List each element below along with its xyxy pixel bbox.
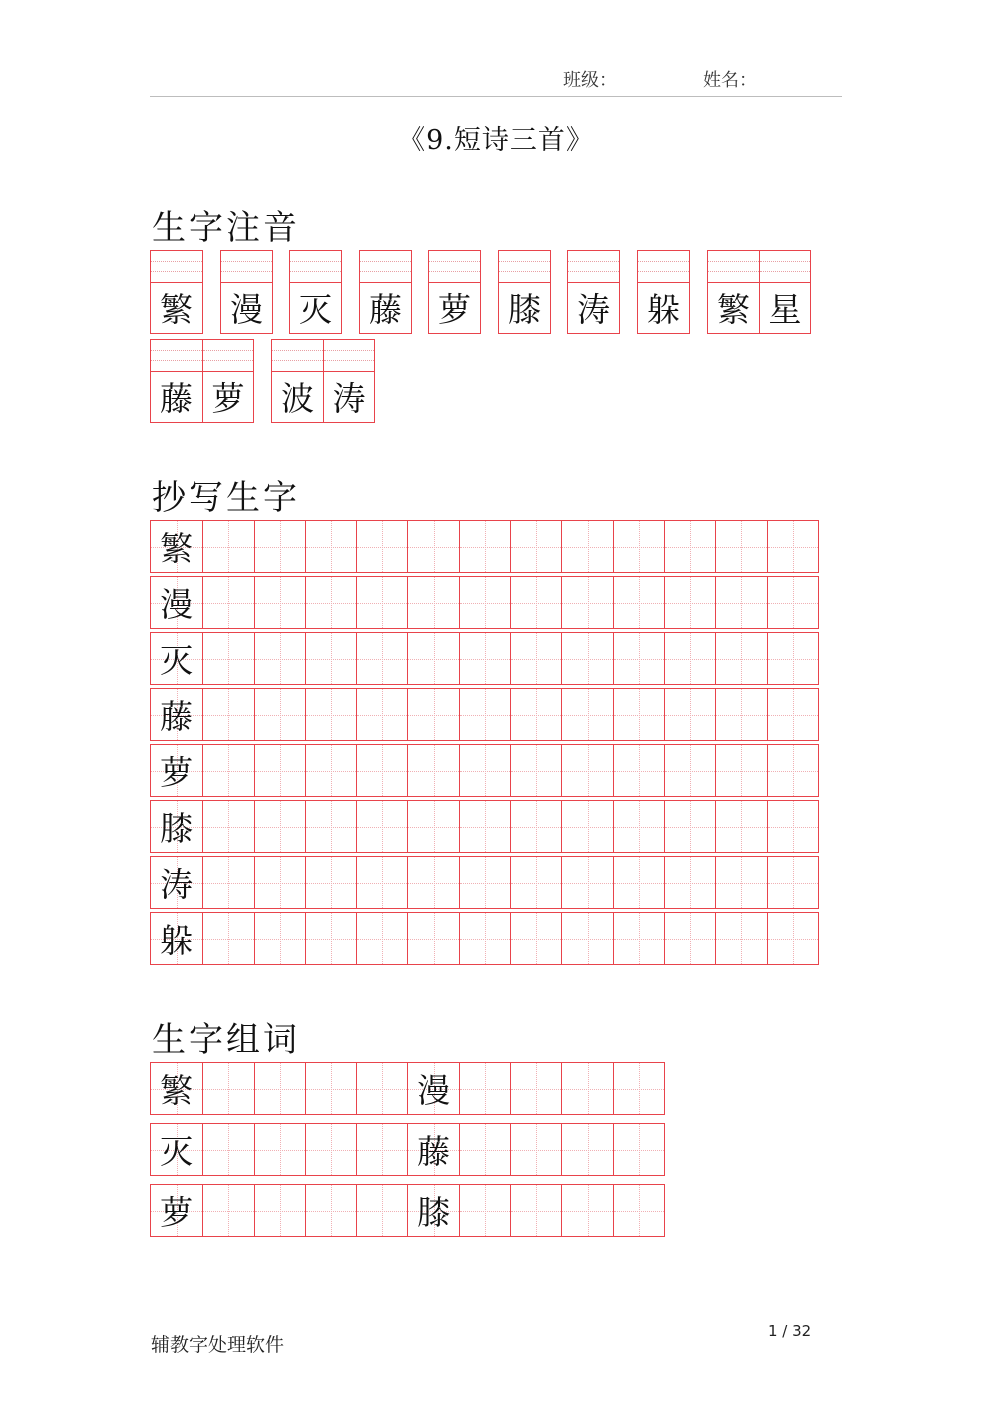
writing-cell[interactable]	[459, 745, 510, 796]
pinyin-cell	[202, 340, 253, 422]
writing-cell[interactable]	[561, 801, 612, 852]
writing-cell[interactable]	[202, 1124, 253, 1175]
writing-cell[interactable]	[202, 745, 253, 796]
writing-cell[interactable]	[767, 801, 818, 852]
writing-cell[interactable]	[202, 801, 253, 852]
writing-cell[interactable]	[254, 801, 305, 852]
writing-cell[interactable]	[459, 689, 510, 740]
section-title-words: 生字组词	[152, 1020, 300, 1060]
writing-cell[interactable]	[510, 913, 561, 964]
writing-cell[interactable]	[202, 857, 253, 908]
pinyin-cell	[290, 251, 341, 333]
writing-cell[interactable]	[613, 801, 664, 852]
writing-cell[interactable]	[510, 745, 561, 796]
writing-cell[interactable]	[254, 577, 305, 628]
writing-cell[interactable]	[407, 689, 458, 740]
writing-cell[interactable]	[356, 1124, 407, 1175]
pinyin-box[interactable]	[220, 250, 273, 334]
model-char-cell	[151, 521, 202, 572]
writing-cell[interactable]	[254, 913, 305, 964]
copy-practice-row	[150, 912, 819, 965]
model-char: 漫	[160, 585, 194, 624]
copy-practice-row	[150, 800, 819, 853]
writing-cell[interactable]	[613, 857, 664, 908]
writing-cell[interactable]	[356, 689, 407, 740]
pinyin-char: 灭	[299, 290, 332, 329]
name-label: 姓名：	[703, 70, 757, 91]
model-char-cell	[151, 745, 202, 796]
writing-cell[interactable]	[407, 745, 458, 796]
model-char-cell	[151, 689, 202, 740]
writing-cell[interactable]	[510, 801, 561, 852]
header-divider	[150, 96, 842, 97]
writing-cell[interactable]	[202, 689, 253, 740]
word-practice-row	[150, 1062, 665, 1115]
model-char: 灭	[160, 641, 194, 680]
writing-cell[interactable]	[305, 633, 356, 684]
writing-cell[interactable]	[510, 1063, 561, 1114]
writing-cell[interactable]	[459, 1124, 510, 1175]
writing-cell[interactable]	[561, 577, 612, 628]
model-char: 灭	[160, 1132, 194, 1171]
writing-cell[interactable]	[356, 577, 407, 628]
pinyin-cell	[568, 251, 619, 333]
writing-cell[interactable]	[561, 857, 612, 908]
writing-cell[interactable]	[305, 577, 356, 628]
writing-cell[interactable]	[767, 857, 818, 908]
pinyin-char: 星	[768, 290, 802, 329]
pinyin-char: 膝	[508, 290, 541, 329]
writing-cell[interactable]	[715, 689, 766, 740]
writing-cell[interactable]	[613, 745, 664, 796]
writing-cell[interactable]	[305, 801, 356, 852]
writing-cell[interactable]	[510, 1124, 561, 1175]
copy-practice-row	[150, 576, 819, 629]
writing-cell[interactable]	[664, 913, 715, 964]
writing-cell[interactable]	[715, 633, 766, 684]
writing-cell[interactable]	[254, 689, 305, 740]
writing-cell[interactable]	[561, 1063, 612, 1114]
pinyin-cell	[221, 251, 272, 333]
writing-cell[interactable]	[356, 521, 407, 572]
pinyin-char: 漫	[230, 290, 263, 329]
pinyin-writing-area[interactable]	[290, 251, 341, 283]
writing-cell[interactable]	[407, 913, 458, 964]
pinyin-writing-area[interactable]	[360, 251, 411, 283]
model-char: 繁	[160, 529, 194, 568]
writing-cell[interactable]	[715, 857, 766, 908]
pinyin-writing-area[interactable]	[272, 340, 323, 372]
writing-cell[interactable]	[202, 913, 253, 964]
writing-cell[interactable]	[767, 913, 818, 964]
pinyin-writing-area[interactable]	[568, 251, 619, 283]
pinyin-writing-area[interactable]	[151, 340, 202, 372]
writing-cell[interactable]	[407, 521, 458, 572]
writing-cell[interactable]	[356, 913, 407, 964]
writing-cell[interactable]	[407, 801, 458, 852]
writing-cell[interactable]	[664, 633, 715, 684]
writing-cell[interactable]	[459, 633, 510, 684]
writing-cell[interactable]	[305, 1124, 356, 1175]
model-char-cell	[151, 1185, 202, 1236]
writing-cell[interactable]	[613, 1063, 664, 1114]
writing-cell[interactable]	[715, 745, 766, 796]
copy-practice-row	[150, 632, 819, 685]
model-char-cell	[151, 633, 202, 684]
writing-cell[interactable]	[613, 913, 664, 964]
model-char-cell	[151, 857, 202, 908]
copy-practice-row	[150, 688, 819, 741]
writing-cell[interactable]	[305, 521, 356, 572]
writing-cell[interactable]	[767, 521, 818, 572]
pinyin-char: 繁	[160, 290, 193, 329]
writing-cell[interactable]	[510, 521, 561, 572]
pinyin-box[interactable]	[707, 250, 811, 334]
writing-cell[interactable]	[356, 633, 407, 684]
model-char-cell	[151, 1063, 202, 1114]
writing-cell[interactable]	[356, 1063, 407, 1114]
writing-cell[interactable]	[202, 1185, 253, 1236]
writing-cell[interactable]	[459, 801, 510, 852]
writing-cell[interactable]	[254, 1063, 305, 1114]
writing-cell[interactable]	[510, 577, 561, 628]
model-char: 涛	[160, 865, 194, 904]
pinyin-cell	[272, 340, 323, 422]
writing-cell[interactable]	[613, 521, 664, 572]
writing-cell[interactable]	[202, 521, 253, 572]
pinyin-cell	[360, 251, 411, 333]
pinyin-cell	[708, 251, 759, 333]
footer-software-name: 辅教字处理软件	[151, 1334, 285, 1356]
writing-cell[interactable]	[613, 689, 664, 740]
page-title: 《9.短诗三首》	[398, 125, 594, 156]
section-title-copy: 抄写生字	[152, 478, 300, 518]
writing-cell[interactable]	[305, 745, 356, 796]
pinyin-writing-area[interactable]	[499, 251, 550, 283]
writing-cell[interactable]	[767, 689, 818, 740]
writing-cell[interactable]	[459, 577, 510, 628]
writing-cell[interactable]	[664, 689, 715, 740]
pinyin-char: 萝	[211, 379, 245, 418]
model-char-cell	[407, 1063, 458, 1114]
writing-cell[interactable]	[613, 577, 664, 628]
writing-cell[interactable]	[767, 633, 818, 684]
writing-cell[interactable]	[254, 1185, 305, 1236]
model-char: 藤	[160, 697, 194, 736]
writing-cell[interactable]	[510, 633, 561, 684]
copy-practice-row	[150, 744, 819, 797]
writing-cell[interactable]	[356, 801, 407, 852]
writing-cell[interactable]	[459, 521, 510, 572]
writing-cell[interactable]	[767, 745, 818, 796]
pinyin-box[interactable]	[271, 339, 375, 423]
writing-cell[interactable]	[356, 857, 407, 908]
writing-cell[interactable]	[407, 633, 458, 684]
pinyin-writing-area[interactable]	[324, 340, 374, 372]
writing-cell[interactable]	[510, 857, 561, 908]
writing-cell[interactable]	[305, 913, 356, 964]
writing-cell[interactable]	[510, 689, 561, 740]
writing-cell[interactable]	[664, 801, 715, 852]
pinyin-cell	[151, 340, 202, 422]
page-number: 1 / 32	[768, 1322, 812, 1340]
model-char: 繁	[160, 1071, 194, 1110]
pinyin-cell	[759, 251, 810, 333]
writing-cell[interactable]	[254, 857, 305, 908]
writing-cell[interactable]	[356, 745, 407, 796]
writing-cell[interactable]	[202, 633, 253, 684]
copy-practice-row	[150, 856, 819, 909]
model-char: 漫	[417, 1071, 451, 1110]
pinyin-box[interactable]	[150, 250, 203, 334]
pinyin-cell	[638, 251, 689, 333]
pinyin-char: 躲	[647, 290, 680, 329]
writing-cell[interactable]	[664, 521, 715, 572]
model-char-cell	[151, 913, 202, 964]
writing-cell[interactable]	[305, 689, 356, 740]
writing-cell[interactable]	[613, 1124, 664, 1175]
writing-cell[interactable]	[715, 577, 766, 628]
pinyin-writing-area[interactable]	[638, 251, 689, 283]
writing-cell[interactable]	[664, 745, 715, 796]
writing-cell[interactable]	[356, 1185, 407, 1236]
writing-cell[interactable]	[561, 1124, 612, 1175]
writing-cell[interactable]	[459, 1063, 510, 1114]
pinyin-char: 萝	[438, 290, 471, 329]
model-char-cell	[151, 801, 202, 852]
pinyin-box[interactable]	[637, 250, 690, 334]
writing-cell[interactable]	[305, 1063, 356, 1114]
pinyin-writing-area[interactable]	[429, 251, 480, 283]
pinyin-box[interactable]	[428, 250, 481, 334]
pinyin-cell	[323, 340, 374, 422]
pinyin-cell	[429, 251, 480, 333]
writing-cell[interactable]	[254, 745, 305, 796]
pinyin-writing-area[interactable]	[151, 251, 202, 283]
pinyin-char: 繁	[717, 290, 750, 329]
pinyin-char: 藤	[160, 379, 193, 418]
writing-cell[interactable]	[459, 857, 510, 908]
pinyin-box[interactable]	[289, 250, 342, 334]
writing-cell[interactable]	[561, 521, 612, 572]
model-char: 藤	[417, 1132, 451, 1171]
writing-cell[interactable]	[613, 1185, 664, 1236]
pinyin-writing-area[interactable]	[221, 251, 272, 283]
writing-cell[interactable]	[254, 1124, 305, 1175]
writing-cell[interactable]	[561, 745, 612, 796]
section-title-pinyin: 生字注音	[152, 208, 300, 248]
writing-cell[interactable]	[767, 577, 818, 628]
writing-cell[interactable]	[664, 857, 715, 908]
writing-cell[interactable]	[561, 913, 612, 964]
writing-cell[interactable]	[561, 1185, 612, 1236]
model-char-cell	[151, 577, 202, 628]
model-char-cell	[407, 1124, 458, 1175]
model-char: 膝	[160, 809, 194, 848]
word-practice-row	[150, 1123, 665, 1176]
writing-cell[interactable]	[305, 857, 356, 908]
pinyin-char: 波	[281, 379, 314, 418]
writing-cell[interactable]	[459, 1185, 510, 1236]
pinyin-char: 藤	[369, 290, 402, 329]
pinyin-box[interactable]	[498, 250, 551, 334]
pinyin-cell	[151, 251, 202, 333]
pinyin-cell	[499, 251, 550, 333]
model-char: 躲	[160, 921, 194, 960]
writing-cell[interactable]	[254, 633, 305, 684]
pinyin-writing-area[interactable]	[708, 251, 759, 283]
pinyin-writing-area[interactable]	[760, 251, 810, 283]
writing-cell[interactable]	[407, 577, 458, 628]
model-char: 萝	[160, 753, 194, 792]
pinyin-box[interactable]	[359, 250, 412, 334]
word-practice-row	[150, 1184, 665, 1237]
pinyin-char: 涛	[332, 379, 366, 418]
pinyin-box[interactable]	[567, 250, 620, 334]
copy-practice-row	[150, 520, 819, 573]
writing-cell[interactable]	[715, 521, 766, 572]
writing-cell[interactable]	[715, 913, 766, 964]
writing-cell[interactable]	[254, 521, 305, 572]
writing-cell[interactable]	[715, 801, 766, 852]
pinyin-box[interactable]	[150, 339, 254, 423]
model-char-cell	[151, 1124, 202, 1175]
writing-cell[interactable]	[510, 1185, 561, 1236]
writing-cell[interactable]	[202, 577, 253, 628]
pinyin-char: 涛	[577, 290, 610, 329]
writing-cell[interactable]	[664, 577, 715, 628]
writing-cell[interactable]	[459, 913, 510, 964]
writing-cell[interactable]	[407, 857, 458, 908]
model-char: 萝	[160, 1193, 194, 1232]
writing-cell[interactable]	[613, 633, 664, 684]
class-label: 班级：	[563, 70, 617, 91]
writing-cell[interactable]	[561, 633, 612, 684]
model-char: 膝	[417, 1193, 451, 1232]
model-char-cell	[407, 1185, 458, 1236]
pinyin-writing-area[interactable]	[203, 340, 253, 372]
writing-cell[interactable]	[561, 689, 612, 740]
writing-cell[interactable]	[202, 1063, 253, 1114]
writing-cell[interactable]	[305, 1185, 356, 1236]
